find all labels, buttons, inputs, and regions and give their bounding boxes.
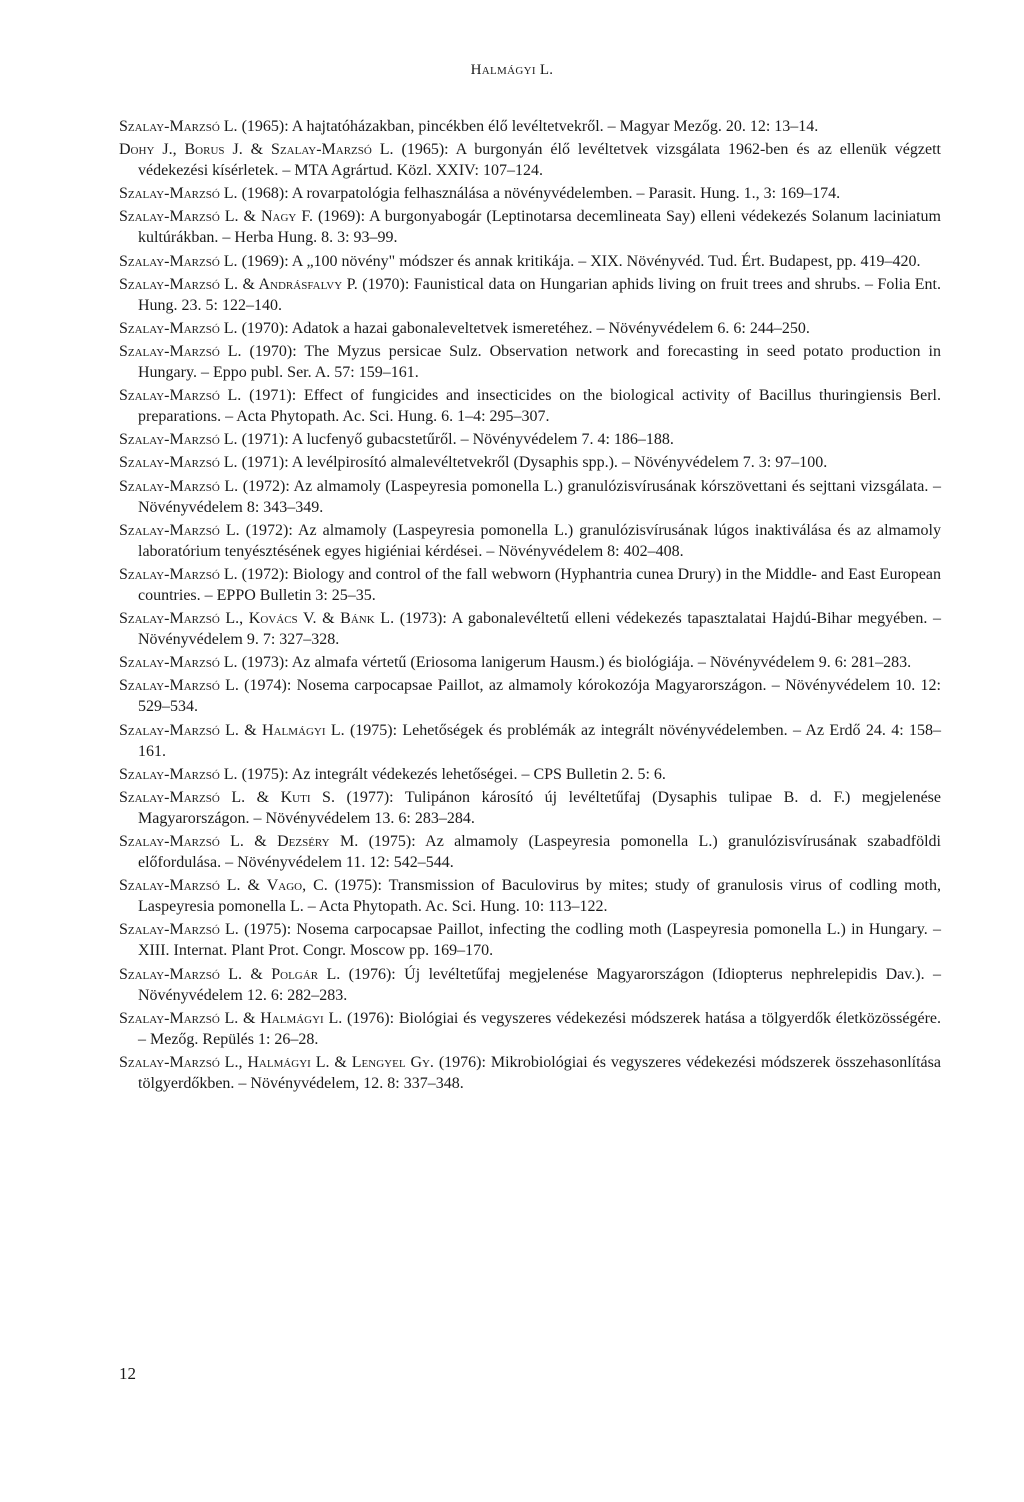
reference-text: (1976): Biológiai és vegyszeres védekezési módszerek hatása a tölgyerdők életközösségére. – Mezőg. Repülés 1: 26–28. [138,1009,941,1048]
reference-text: (1977): Tulipánon károsító új levéltetűfaj (Dysaphis tulipae B. d. F.) megjelenése Magyarországon. – Növényvédelem 13. 6: 283–284. [138,788,942,827]
reference-text: (1965): A hajtatóházakban, pincékben élő levéltetvekről. – Magyar Mezőg. 20. 12: 13–14. [237,118,819,135]
reference-entry [119,385,941,427]
reference-text: (1975): Az integrált védekezés lehetőségei. – CPS Bulletin 2. 5: 6. [237,765,666,783]
reference-text: (1974): Nosema carpocapsae Paillot, az almamoly kórokozója Magyarországon. – Növényvédelem 10. 12: 529–534. [138,677,941,716]
reference-authors: Szalay-Marzsó L. & Kuti S. [119,788,335,806]
reference-authors: Szalay-Marzsó L. [119,765,238,783]
reference-text: (1972): Biology and control of the fall webworn (Hyphantria cunea Drury) in the Middle- and East European countries. – EPPO Bulletin 3: 25–35. [138,565,941,604]
reference-text: (1965): A burgonyán élő levéltetvek vizsgálata 1962-ben és az ellenük végzett védekezési kísérletek. – MTA Agrártud. Közl. XXIV: 107–124. [138,141,942,180]
reference-text: (1971): A lucfenyő gubacstetűről. – Növényvédelem 7. 4: 186–188. [237,431,674,449]
reference-entry [119,875,941,917]
reference-authors: Szalay-Marzsó L. [119,431,238,449]
reference-entry [119,919,941,961]
reference-text: (1972): Az almamoly (Laspeyresia pomonella L.) granulózisvírusának kórszövettani és sejttani vizsgálata. – Növényvédelem 8: 343–349. [138,477,941,516]
reference-authors: Szalay-Marzsó L. [119,342,242,360]
reference-entry [119,183,941,204]
reference-text: (1972): Az almamoly (Laspeyresia pomonella L.) granulózisvírusának lúgos inaktiválása és az almamoly laboratórium tenyésztésének egyes higiéniai kérdései. – Növényvédelem 8: 402–408. [138,521,941,560]
reference-text: (1970): Adatok a hazai gabonaleveltetvek ismeretéhez. – Növényvédelem 6. 6: 244–250. [237,319,810,337]
reference-authors: Szalay-Marzsó L. [119,654,238,672]
reference-authors: Szalay-Marzsó L. [119,477,239,495]
reference-text: (1975): Nosema carpocapsae Paillot, infecting the codling moth (Laspeyresia pomonella L.) in Hungary. – XIII. Internat. Plant Prot. Congr. Moscow pp. 169–170. [138,921,941,960]
reference-entry [119,476,941,518]
reference-authors: Szalay-Marzsó L. [119,565,238,583]
reference-text: (1973): A gabonalevéltetű elleni védekezés tapasztalatai Hajdú-Bihar megyében. – Növényvédelem 9. 7: 327–328. [138,610,941,649]
reference-entry [119,206,941,248]
reference-authors: Szalay-Marzsó L. & Polgár L. [119,965,341,983]
reference-authors: Szalay-Marzsó L. [119,677,239,695]
reference-entry [119,764,941,785]
reference-text: (1973): Az almafa vértetű (Eriosoma lanigerum Hausm.) és biológiája. – Növényvédelem 9. 6: 281–283. [237,654,912,672]
reference-entry [119,652,941,673]
reference-entry [119,251,941,272]
reference-entry [119,274,941,316]
page-number: 12 [119,1364,136,1383]
reference-text: (1976): Új levéltetűfaj megjelenése Magyarországon (Idiopterus nephrelepidis Dav.). – Növényvédelem 12. 6: 282–283. [138,965,941,1004]
reference-list [119,116,941,1096]
reference-entry [119,452,941,473]
reference-text: (1969): A burgonyabogár (Leptinotarsa decemlineata Say) elleni védekezés Solanum laciniatum kultúrákban. – Herba Hung. 8. 3: 93–99. [138,208,942,247]
reference-text: (1971): A levélpirosító almalevéltetvekről (Dysaphis spp.). – Növényvédelem 7. 3: 97–100. [237,454,828,472]
reference-authors: Szalay-Marzsó L. & Vago, C. [119,877,328,895]
reference-entry [119,139,941,181]
reference-authors: Szalay-Marzsó L. [119,454,238,472]
reference-entry [119,116,941,137]
reference-authors: Szalay-Marzsó L. [119,252,238,270]
reference-text: (1969): A „100 növény" módszer és annak kritikája. – XIX. Növényvéd. Tud. Ért. Budapest, pp. 419–420. [237,252,921,270]
reference-entry [119,608,941,650]
reference-authors: Szalay-Marzsó L. [119,387,242,405]
reference-authors: Szalay-Marzsó L. & Halmágyi L. [119,1009,343,1027]
reference-authors: Szalay-Marzsó L. & Dezséry M. [119,833,359,850]
reference-entry [119,341,941,383]
reference-authors: Szalay-Marzsó L. & Nagy F. [119,208,313,226]
reference-text: (1975): Transmission of Baculovirus by mites; study of granulosis virus of codling moth, Laspeyresia pomonella L. – Acta Phytopath. Ac. Sci. Hung. 10: 113–122. [138,877,942,916]
reference-text: (1975): Lehetőségek és problémák az integrált növényvédelemben. – Az Erdő 24. 4: 158–161. [138,721,941,760]
reference-entry [119,520,941,562]
reference-authors: Szalay-Marzsó L. [119,118,238,135]
reference-entry [119,564,941,606]
reference-text: (1970): The Myzus persicae Sulz. Observation network and forecasting in seed potato production in Hungary. – Eppo publ. Ser. A. 57: 159–161. [138,342,941,382]
reference-authors: Szalay-Marzsó L. [119,319,238,337]
reference-text: (1970): Faunistical data on Hungarian aphids living on fruit trees and shrubs. – Folia Ent. Hung. 23. 5: 122–140. [138,275,942,314]
reference-entry [119,831,941,873]
reference-authors: Szalay-Marzsó L. & Andrásfalvy P. [119,275,358,293]
running-head: Halmágyi L. [470,62,554,78]
reference-authors: Szalay-Marzsó L. & Halmágyi L. [119,721,345,739]
reference-entry [119,1052,941,1094]
reference-text: (1975): Az almamoly (Laspeyresia pomonella L.) granulózisvírusának szabadföldi előfordulása. – Növényvédelem 11. 12: 542–544. [138,833,941,872]
reference-entry [119,318,941,339]
reference-text: (1976): Mikrobiológiai és vegyszeres védekezési módszerek összehasonlítása tölgyerdőkben. – Növényvédelem, 12. 8: 337–348. [138,1053,941,1093]
reference-entry [119,429,941,450]
reference-authors: Szalay-Marzsó L. [119,185,238,203]
reference-text: (1968): A rovarpatológia felhasználása a növényvédelemben. – Parasit. Hung. 1., 3: 169–174. [237,185,841,203]
reference-authors: Dohy J., Borus J. & Szalay-Marzsó L. [119,141,394,159]
reference-authors: Szalay-Marzsó L., Kovács V. & Bánk L. [119,610,395,628]
reference-entry [119,720,941,762]
reference-entry [119,675,941,717]
reference-authors: Szalay-Marzsó L. [119,921,239,939]
reference-entry [119,787,941,829]
reference-text: (1971): Effect of fungicides and insecticides on the biological activity of Bacillus thuringiensis Berl. preparations. – Acta Phytopath. Ac. Sci. Hung. 6. 1–4: 295–307. [138,387,941,426]
reference-entry [119,964,941,1006]
reference-authors: Szalay-Marzsó L., Halmágyi L. & Lengyel Gy. [119,1053,434,1071]
reference-authors: Szalay-Marzsó L. [119,521,240,539]
reference-entry [119,1008,941,1050]
